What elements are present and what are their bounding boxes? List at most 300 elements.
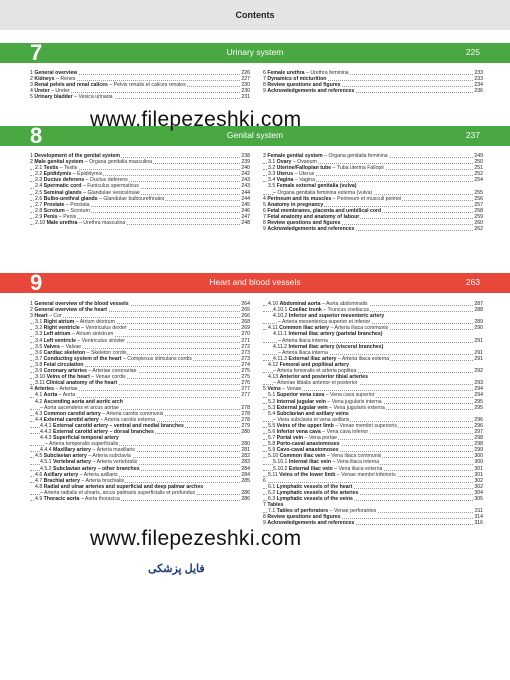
toc-entry-page: 301 <box>474 471 483 478</box>
toc-entry-number: 4 <box>30 386 33 393</box>
toc-entry-page: 231 <box>241 94 250 101</box>
toc-entry-number: 3 <box>263 153 266 159</box>
toc-entry-latin: Venae membri inferioris <box>341 471 396 478</box>
toc-entry-page: 227 <box>241 76 250 83</box>
toc-entry-page: 242 <box>241 171 250 178</box>
toc-entry-title: Spermatic cord <box>43 183 82 190</box>
toc-entry-number: 4 <box>263 195 266 202</box>
toc-entry-number: 2.9 <box>35 213 43 220</box>
toc-entry-page: 280 <box>241 428 250 435</box>
toc-entry-text <box>268 490 359 496</box>
toc-entry-latin: Vena portae <box>308 435 337 442</box>
toc-entry-title: Portal vein <box>276 435 304 442</box>
toc-entry-number: 3.1 <box>35 319 43 326</box>
toc-entry-page: 243 <box>241 183 250 190</box>
toc-entry-latin: Funiculus spermaticus <box>87 183 139 190</box>
toc-entry-number: 2.10 <box>35 220 46 227</box>
toc-entry-text <box>35 399 124 405</box>
toc-entry-text <box>273 331 384 337</box>
toc-entry-page: 286 <box>241 496 250 502</box>
toc-entry-number: 9 <box>263 88 266 95</box>
toc-entry-text: 2.1 Testis – Testis <box>35 165 78 172</box>
toc-entry-text: 5.11 Veins of the lower limb – Venae membri inferioris <box>268 471 396 478</box>
toc-entry-text: 4.7 Brachial artery – Arteria brachialis <box>35 477 125 484</box>
toc-entry-text <box>263 82 342 88</box>
toc-entry-number: 2 <box>30 159 33 166</box>
chapter-7-right-column <box>263 70 483 94</box>
toc-entry-text: – Arteria temporalis superficialis <box>45 441 119 448</box>
toc-entry-title: Common iliac artery <box>279 325 330 332</box>
toc-entry-title: Development of the genital system <box>34 153 120 159</box>
toc-entry-text: – Arteriae tibialis anterior et posterior <box>273 380 358 387</box>
toc-entry-title: Female genital system <box>267 153 323 159</box>
toc-entry-text: 2.9 Penis – Penis <box>35 213 77 220</box>
toc-entry-title: Acknowledgements and references <box>267 520 355 527</box>
toc-entry-title: Superficial temporal artery <box>53 435 119 442</box>
toc-entry-number: 1 <box>30 70 33 76</box>
toc-entry-latin: Arteria maxillaris <box>96 447 135 454</box>
watermark-text: www.filepezeshki.com <box>90 108 302 131</box>
toc-entry-latin: Glandulae bulbourethrales <box>103 195 165 202</box>
toc-entry-latin: Epididymis <box>77 171 103 178</box>
toc-entry-text: 2 Male genital system – Organa genitalia masculina <box>30 159 153 166</box>
toc-entry-number: 5.10.1 <box>273 459 288 466</box>
toc-entry-text <box>273 344 384 350</box>
toc-entry-number: 8 <box>263 514 266 521</box>
toc-entry-latin: Uterus <box>298 171 315 178</box>
chapter-number: 9 <box>30 270 43 295</box>
toc-entry-latin: Ventriculus dexter <box>85 325 127 332</box>
toc-entry-number: 3 <box>30 82 33 89</box>
toc-entry-text <box>273 313 385 319</box>
toc-entry-text <box>30 153 121 159</box>
toc-entry-page: 292 <box>474 368 483 375</box>
toc-entry-latin: Skeleton cordis <box>90 349 127 356</box>
toc-entry-number: 5.10 <box>268 453 279 460</box>
toc-entry-title: Lymphatic vessels of the arteries <box>276 489 359 496</box>
toc-entry-page: 233 <box>474 70 483 76</box>
toc-entry-text: 4.10 Abdominal aorta – Aorta abdominalis <box>268 301 368 307</box>
toc-entry-title: Arteries <box>34 386 54 393</box>
toc-entry-title: Ascending aorta and aortic arch <box>43 398 123 405</box>
toc-entry-text: 2.10 Male urethra – Urethra masculina <box>35 220 126 227</box>
toc-entry-page: 257 <box>474 201 483 208</box>
toc-entry-latin: Renes <box>60 76 76 83</box>
watermark-text: www.filepezeshki.com <box>90 527 302 550</box>
toc-entry-page: 245 <box>241 201 250 208</box>
toc-entry-title: General overview <box>34 70 78 76</box>
toc-entry-page: 277 <box>241 392 250 399</box>
toc-entry-number: 2.8 <box>35 207 43 214</box>
toc-entry-page: 274 <box>241 361 250 368</box>
toc-entry-latin: Penis <box>63 213 77 220</box>
toc-entry-page: 302 <box>474 483 483 490</box>
toc-entry-text: 2.5 Seminal glands – Glandulae vesiculosae <box>35 189 140 196</box>
toc-entry-title: Tables of perforators <box>276 508 329 515</box>
chapter-8-left-column <box>30 153 250 226</box>
toc-entry-number: 5.3 <box>268 404 276 411</box>
toc-entry-title: Lymphatic vessels of the veins <box>276 496 353 502</box>
toc-entry-title: Brachial artery <box>43 477 81 484</box>
toc-entry-page: 268 <box>241 319 250 326</box>
toc-entry-page: 291 <box>474 337 483 344</box>
toc-entry-title: Uterus <box>276 171 294 178</box>
toc-entry-number: 4.6 <box>35 471 43 478</box>
toc-entry-page: 281 <box>241 447 250 454</box>
toc-entry-page: 272 <box>241 343 250 350</box>
toc-entry-page: 230 <box>241 82 250 89</box>
toc-entry-latin: Testis <box>63 165 78 172</box>
toc-entry-number: 5 <box>30 94 33 101</box>
toc-entry-number: 2.5 <box>35 189 43 196</box>
toc-entry-latin: Vagina <box>299 177 315 184</box>
toc-entry-title: Subclavian and axillary veins <box>276 410 349 417</box>
toc-entry-page: 276 <box>241 380 250 387</box>
toc-entry-latin: Arteria brachialis <box>85 477 125 484</box>
toc-entry-text: 4.5 Subclavian artery – Arteria subclavia <box>35 453 131 460</box>
toc-entry-title: Female urethra <box>267 70 305 76</box>
chapter-9-left-column <box>30 301 250 502</box>
toc-entry-latin: Arteriae tibialis anterior et posterior <box>277 380 358 387</box>
toc-entry-number: 3.8 <box>35 361 43 368</box>
toc-entry-title: Left ventricle <box>43 337 76 344</box>
toc-entry-number: 2.7 <box>35 201 43 208</box>
toc-entry-text: 2.2 Epididymis – Epididymis <box>35 171 103 178</box>
toc-entry-title: Valves <box>43 343 60 350</box>
toc-entry-title: Perineum and its muscles <box>267 195 332 202</box>
chapter-number: 8 <box>30 123 43 148</box>
toc-entry-number: 2 <box>30 76 33 83</box>
toc-entry-text: 5.6 Inferior vena cava – Vena cava inferior <box>268 428 369 435</box>
toc-entry-number: 4.5.1 <box>40 459 52 466</box>
toc-entry-title: External carotid artery – ventral and medial branches <box>53 422 184 429</box>
toc-entry-latin: Vena jugularis externa <box>333 404 385 411</box>
toc-entry-text <box>40 423 185 429</box>
toc-entry-number: 4.4.4 <box>40 447 52 454</box>
toc-entry-page: 247 <box>241 213 250 220</box>
toc-entry-title: Axillary artery <box>43 471 79 478</box>
toc-entry-number: 8 <box>263 220 266 227</box>
toc-entry-title: General overview of the blood vessels <box>34 301 129 307</box>
toc-entry-title: Bulbo-urethral glands <box>43 195 98 202</box>
toc-entry-latin: Prostata <box>70 201 90 208</box>
toc-entry-page: 271 <box>241 337 250 344</box>
toc-entry-title: Internal iliac artery (visceral branches) <box>288 343 384 350</box>
toc-entry-latin: Truncus coeliacus <box>327 307 370 314</box>
toc-entry-text: 4 Perineum and its muscles – Perineum et musculi perinei <box>263 195 402 202</box>
toc-entry-page: 295 <box>474 404 483 411</box>
toc-entry-latin: Ovarium <box>297 159 317 166</box>
toc-entry-number: 4.10.2 <box>273 313 288 320</box>
chapter-9-right-column <box>263 301 483 526</box>
toc-entry-number: 6 <box>263 477 266 484</box>
toc-entry-latin: Urethra masculina <box>83 220 126 227</box>
toc-entry-text: 2.4 Spermatic cord – Funiculus spermaticus <box>35 183 139 190</box>
toc-entry-title: Anatomy in pregnancy <box>267 201 324 208</box>
toc-entry-text: 4.4 External carotid artery – Arteria carotis externa <box>35 416 155 423</box>
toc-entry-latin: Organa genitalia masculina <box>89 159 153 166</box>
toc-entry-number: 3.10 <box>35 374 46 381</box>
toc-entry-title: Left atrium <box>43 331 71 338</box>
toc-entry-latin: Perineum et musculi perinei <box>337 195 402 202</box>
toc-entry-title: Male genital system <box>34 159 84 166</box>
toc-entry-latin: Urethra feminina <box>310 70 349 76</box>
toc-entry-text: 2.6 Bulbo-urethral glands – Glandulae bulbourethrales <box>35 195 165 202</box>
chapter-title: Heart and blood vessels <box>209 277 301 287</box>
toc-entry-text: 2 Kidneys – Renes <box>30 76 76 83</box>
toc-entry-number: 4.10.1 <box>273 307 288 314</box>
toc-entry-text <box>268 374 369 380</box>
toc-entry-title: Epididymis <box>43 171 72 178</box>
toc-entry-title: Testis <box>43 165 59 172</box>
toc-entry-text <box>268 411 350 417</box>
toc-entry-page: 293 <box>474 380 483 387</box>
toc-entry-page: 230 <box>241 88 250 95</box>
toc-entry-title: Ureter <box>34 88 50 95</box>
toc-entry-text <box>268 447 340 453</box>
toc-entry-page: 286 <box>241 489 250 496</box>
toc-entry-title: Subclavian artery <box>43 453 87 460</box>
toc-entry-page: 279 <box>241 422 250 429</box>
toc-entry-page: 280 <box>241 441 250 448</box>
toc-entry-page: 298 <box>474 435 483 442</box>
toc-entry-number: 4.8 <box>35 483 43 490</box>
toc-entry-latin: Vesica urinaria <box>78 94 113 101</box>
toc-entry-title: Dynamics of micturition <box>267 76 327 83</box>
toc-entry-number: 2.6 <box>35 195 43 202</box>
toc-entry-title: Abdominal aorta <box>279 301 321 307</box>
toc-entry-latin: Venae membri superioris <box>339 422 397 429</box>
toc-entry-title: Prostate <box>43 201 65 208</box>
toc-entry-title: Ovary <box>276 159 292 166</box>
toc-entry[interactable] <box>30 496 250 502</box>
toc-entry-text: 5.3 External jugular vein – Vena jugularis externa <box>268 404 385 411</box>
toc-entry-page: 251 <box>474 165 483 172</box>
toc-entry-page: 269 <box>241 325 250 332</box>
toc-entry-page: 302 <box>474 477 483 484</box>
toc-entry-title: Radial and ulnar arteries and superficial and deep palmar arches <box>43 483 204 490</box>
toc-entry-page: 316 <box>474 520 483 527</box>
toc-entry-number: 5.7 <box>268 435 276 442</box>
toc-entry-latin: Arteria iliaca interna <box>282 349 328 356</box>
toc-entry-page: 278 <box>241 416 250 423</box>
toc-entry-text: 6 Female urethra – Urethra feminina <box>263 70 349 76</box>
toc-entry-number: 4.11.2 <box>273 343 288 350</box>
toc-entry-latin: Vena iliaca externa <box>338 465 383 472</box>
toc-entry-title: Tables <box>267 502 284 509</box>
chapter-7-banner[interactable] <box>0 40 510 65</box>
toc-entry-latin: Arteria carotis externa <box>104 416 155 423</box>
toc-entry-title: Thoracic aorta <box>43 496 80 502</box>
toc-entry-page: 273 <box>241 355 250 362</box>
toc-entry-page: 239 <box>241 159 250 166</box>
toc-entry-page: 256 <box>474 195 483 202</box>
toc-entry-text <box>35 380 118 386</box>
toc-entry-text: 3.1 Right atrium – Atrium dextrum <box>35 319 115 326</box>
toc-entry-number: 9 <box>263 226 266 233</box>
toc-entry[interactable] <box>263 226 483 232</box>
toc-entry-page: 262 <box>474 226 483 233</box>
toc-entry-number: 1 <box>30 301 33 307</box>
toc-entry-title: External iliac vein <box>288 465 333 472</box>
toc-entry-title: External carotid artery – dorsal branches <box>53 428 154 435</box>
toc-entry-number: 5.4 <box>268 410 276 417</box>
toc-entry-title: Superior vena cava <box>276 392 325 399</box>
toc-entry-page: 284 <box>241 465 250 472</box>
toc-entry-text <box>30 301 130 307</box>
toc-entry-number: 4.4.2 <box>40 428 52 435</box>
toc-entry-latin: Tuba uterina Fallopii <box>336 165 384 172</box>
toc-entry-text <box>40 429 155 435</box>
toc-entry-title: Aorta <box>43 392 58 399</box>
toc-entry-number: 3.4 <box>268 177 276 184</box>
toc-entry-number: 2.2 <box>35 171 43 178</box>
toc-entry-text: 3.4 Left ventricle – Ventriculus sinister <box>35 337 125 344</box>
leader-dots <box>30 317 250 318</box>
toc-entry-title: External jugular vein <box>276 404 328 411</box>
toc-entry-page: 244 <box>241 189 250 196</box>
chapter-number: 7 <box>30 40 43 65</box>
toc-entry[interactable] <box>30 220 250 226</box>
toc-entry-page: 300 <box>474 453 483 460</box>
toc-entry-text: 3.2 Uterine/Fallopian tube – Tuba uterina Fallopii <box>268 165 384 172</box>
toc-entry-page: 305 <box>474 496 483 502</box>
toc-entry-text: – Vena subclavia et vena axillaris <box>273 416 350 423</box>
toc-entry-text: 5 Urinary bladder – Vesica urinaria <box>30 94 113 101</box>
toc-entry-text: 7.1 Tables of perforators – Venae perforantes <box>268 508 377 515</box>
toc-entry-number: 7.1 <box>268 508 276 515</box>
toc-entry-page: 255 <box>474 189 483 196</box>
toc-entry-page: 252 <box>474 171 483 178</box>
toc-entry-latin: Arteria femoralis et arteria poplitea <box>277 368 357 375</box>
toc-entry-text <box>30 307 108 313</box>
toc-entry-text: 3.5 Valves – Valvae <box>35 343 82 350</box>
toc-entry-text: – Arteria iliaca interna <box>278 337 328 344</box>
toc-entry-text: 4 Arteries – Arteriae <box>30 386 78 393</box>
toc-entry-page: 275 <box>241 374 250 381</box>
toc-entry-latin: Ductus deferens <box>90 177 128 184</box>
toc-entry[interactable] <box>30 94 250 100</box>
toc-entry-latin: Arteriae coronariae <box>92 368 137 375</box>
toc-entry-page: 266 <box>241 313 250 320</box>
toc-entry-latin: Vena cava inferior <box>326 428 369 435</box>
toc-entry-text: 5.10.2 External iliac vein – Vena iliaca externa <box>273 465 383 472</box>
toc-entry-number: 4.4 <box>35 416 43 423</box>
toc-entry-number: 5 <box>263 201 266 208</box>
toc-entry-title: Clinical anatomy of the heart <box>46 380 118 387</box>
toc-entry-text: 3.3 Uterus – Uterus <box>268 171 315 178</box>
chapter-9-banner[interactable] <box>0 270 510 295</box>
toc-entry-latin: Cor <box>53 313 62 320</box>
toc-entry-number: 5.8 <box>268 441 276 448</box>
toc-entry-title: Right ventricle <box>43 325 80 332</box>
toc-entry-number: 6.1 <box>268 483 276 490</box>
toc-entry-title: Cavo-caval anastomoses <box>276 447 339 454</box>
toc-entry-title: External carotid artery <box>43 416 99 423</box>
toc-entry-latin: Arteria iliaca communis <box>334 325 389 332</box>
toc-entry-latin: Aorta thoracica <box>84 496 120 502</box>
toc-entry-text: 5.2 Internal jugular vein – Vena jugularis interna <box>268 398 382 405</box>
toc-entry-title: Penis <box>43 213 58 220</box>
toc-entry-number: 5.6 <box>268 428 276 435</box>
toc-entry-page: 264 <box>241 301 250 307</box>
toc-entry-page: 278 <box>241 404 250 411</box>
toc-entry-number: 7 <box>263 502 266 509</box>
toc-entry-text: 4.10.1 Coeliac trunk – Truncus coeliacus <box>273 307 370 314</box>
toc-entry-title: Acknowledgements and references <box>267 226 355 233</box>
toc-entry-title: Vagina <box>276 177 294 184</box>
toc-entry-page: 299 <box>474 447 483 454</box>
toc-entry[interactable] <box>263 520 483 526</box>
toc-entry-title: Heart <box>34 313 48 320</box>
toc-entry-title: Veins of the lower limb <box>279 471 336 478</box>
toc-entry-text <box>35 484 204 490</box>
toc-entry-page: 314 <box>474 514 483 521</box>
toc-entry-number: 4.5.2 <box>40 465 52 472</box>
toc-entry-number: 4.11 <box>268 325 278 332</box>
toc-entry-page: 311 <box>474 508 483 515</box>
toc-entry-text: 5.1 Superior vena cava – Vena cava superior <box>268 392 375 399</box>
toc-entry-text: 3.2 Right ventricle – Ventriculus dexter <box>35 325 127 332</box>
toc-entry-text: – Organa genitalia feminina externa (vulva) <box>273 189 373 196</box>
toc-entry-number: 4.4.3 <box>40 435 52 442</box>
toc-entry-number: 3.5 <box>268 183 276 190</box>
toc-entry-latin: Arteria iliaca externa <box>341 355 390 362</box>
toc-entry-title: Seminal glands <box>43 189 82 196</box>
toc-entry-latin: Arteria carotis communis <box>106 410 164 417</box>
toc-entry-text: 4.11.3 External iliac artery – Arteria iliaca externa <box>273 355 390 362</box>
toc-entry-title: Porto-caval anastomoses <box>276 441 340 448</box>
toc-entry-page: 260 <box>474 220 483 227</box>
toc-entry-latin: Ureter <box>55 88 70 95</box>
toc-entry-latin: Complexus stimulans cordis <box>127 355 192 362</box>
toc-entry-number: 4.2 <box>35 398 43 405</box>
chapter-page: 263 <box>465 277 480 287</box>
toc-entry-latin: Arteria iliaca interna <box>282 337 328 344</box>
toc-entry-page: 234 <box>474 82 483 89</box>
toc-entry-title: Femoral and popliteal artery <box>279 361 350 368</box>
toc-entry-title: Inferior and superior mesenteric artery <box>288 313 385 320</box>
toc-entry-page: 291 <box>474 355 483 362</box>
toc-entry-text: 3.6 Cardiac skeleton – Skeleton cordis <box>35 349 127 356</box>
toc-entry-latin: Glandulae vesiculosae <box>87 189 140 196</box>
toc-entry-page: 238 <box>241 153 250 159</box>
toc-entry-number: 5.10.2 <box>273 465 288 472</box>
toc-entry-number: 5.2 <box>268 398 276 405</box>
toc-entry[interactable] <box>263 88 483 94</box>
toc-entry-text: 4 Ureter – Ureter <box>30 88 70 95</box>
toc-entry-title: Review questions and figures <box>267 220 341 227</box>
toc-entry-latin: Aorta <box>62 392 76 399</box>
chapter-title: Urinary system <box>226 47 284 57</box>
toc-entry-number: 2.3 <box>35 177 43 184</box>
toc-entry-number: 3.5 <box>35 343 43 350</box>
toc-entry-title: Right atrium <box>43 319 75 326</box>
toc-entry-text: 3.10 Veins of the heart – Venae cordis <box>35 374 126 381</box>
toc-entry-title: Veins of the heart <box>46 374 90 381</box>
toc-entry-page: 304 <box>474 489 483 496</box>
toc-entry-text: 3.9 Coronary arteries – Arteriae coronariae <box>35 368 137 375</box>
toc-entry-title: Anterior and posterior tibial arteries <box>279 374 369 381</box>
toc-entry-title: Veins <box>267 386 281 393</box>
toc-entry-number: 5 <box>263 386 266 393</box>
toc-entry-text <box>263 88 355 94</box>
toc-entry-text: 3.3 Left atrium – Atrium sinistrum <box>35 331 114 338</box>
toc-entry-number: 6 <box>263 70 266 76</box>
toc-entry-number: 7 <box>263 213 266 220</box>
toc-entry-text: 4.9 Thoracic aorta – Aorta thoracica <box>35 496 120 502</box>
toc-entry-number: 3.3 <box>35 331 43 338</box>
